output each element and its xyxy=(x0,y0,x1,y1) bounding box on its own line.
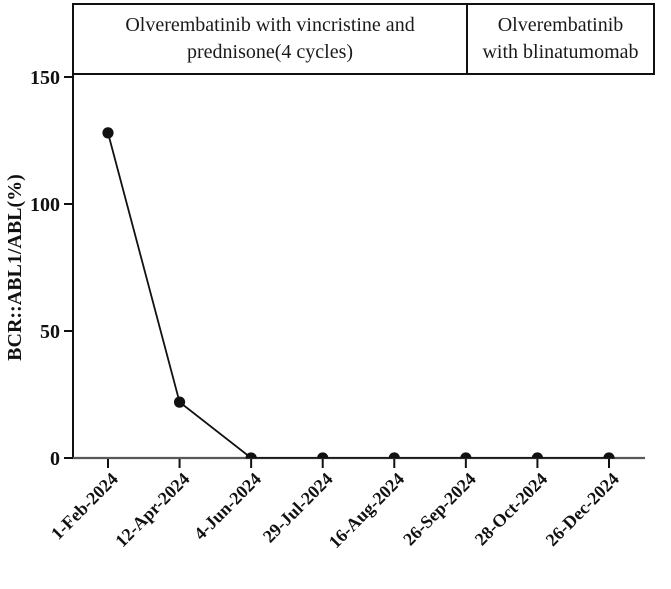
x-tick-label: 16-Aug-2024 xyxy=(324,468,409,553)
annotation-phase1-line1: Olverembatinib with vincristine and xyxy=(125,14,415,36)
data-series-line xyxy=(108,133,609,458)
x-tick-label: 4-Jun-2024 xyxy=(190,468,265,544)
annotation-phase2-line2: with blinatumomab xyxy=(482,41,639,63)
data-point xyxy=(102,127,113,138)
annotation-phase2-line1: Olverembatinib xyxy=(497,14,624,36)
y-tick-label: 150 xyxy=(30,67,60,89)
data-point xyxy=(174,397,185,408)
annotation-phase1-line2: prednisone(4 cycles) xyxy=(186,41,354,63)
annotation-box-phase2 xyxy=(468,3,655,75)
y-axis-title: BCR::ABL1/ABL(%) xyxy=(4,174,26,361)
annotation-box-phase1 xyxy=(72,3,468,75)
x-tick-label: 12-Apr-2024 xyxy=(111,468,194,551)
x-tick-label: 26-Sep-2024 xyxy=(399,468,480,550)
y-tick-label: 50 xyxy=(40,321,60,343)
x-tick-label: 26-Dec-2024 xyxy=(541,468,623,550)
x-tick-label: 1-Feb-2024 xyxy=(46,468,122,544)
y-tick-label: 0 xyxy=(50,448,60,470)
y-tick-label: 100 xyxy=(30,194,60,216)
x-tick-label: 29-Jul-2024 xyxy=(258,468,337,547)
x-tick-label: 28-Oct-2024 xyxy=(470,468,552,550)
